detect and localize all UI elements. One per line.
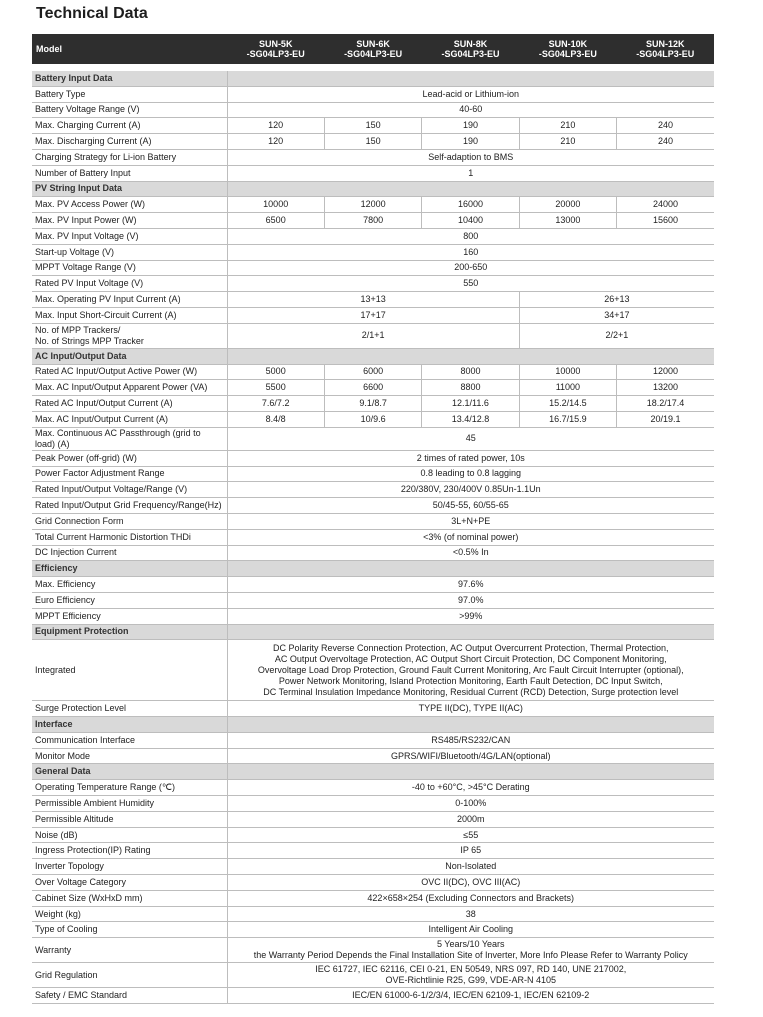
value-cell: 15.2/14.5 (519, 396, 616, 412)
row-label: MPPT Efficiency (32, 608, 227, 624)
table-row (32, 396, 714, 412)
value-cell: 97.0% (227, 592, 714, 608)
row-label: Rated Input/Output Voltage/Range (V) (32, 482, 227, 498)
value-cell: 8800 (422, 380, 519, 396)
value-cell: 0.8 leading to 0.8 lagging (227, 466, 714, 482)
value-cell: 240 (617, 134, 714, 150)
row-label: Rated PV Input Voltage (V) (32, 276, 227, 292)
value-cell: OVC II(DC), OVC III(AC) (227, 875, 714, 891)
table-row (32, 780, 714, 796)
table-row (32, 859, 714, 875)
section-title: Battery Input Data (32, 71, 227, 86)
value-cell: IP 65 (227, 843, 714, 859)
value-cell: 120 (227, 118, 324, 134)
row-label: Grid Connection Form (32, 513, 227, 529)
value-cell: 2 times of rated power, 10s (227, 450, 714, 466)
value-cell: 8.4/8 (227, 411, 324, 427)
table-row (32, 149, 714, 165)
value-cell: 97.6% (227, 577, 714, 593)
value-cell: 10000 (227, 197, 324, 213)
table-row (32, 411, 714, 427)
section-title: PV String Input Data (32, 181, 227, 197)
table-row (32, 827, 714, 843)
value-line: the Warranty Period Depends the Final Installation Site of Inverter, More Info Please Refer to Warranty Policy (253, 950, 688, 961)
model-name: SUN-6K (356, 39, 390, 49)
row-label: Operating Temperature Range (℃) (32, 780, 227, 796)
row-label: Max. Efficiency (32, 577, 227, 593)
table-header-row (32, 34, 714, 64)
value-cell: 1 (227, 165, 714, 181)
value-cell: 16000 (422, 197, 519, 213)
value-cell: 0-100% (227, 796, 714, 812)
value-cell: >99% (227, 608, 714, 624)
model-suffix: -SG04LP3-EU (344, 49, 403, 59)
section-header-row (32, 764, 714, 780)
value-cell: 50/45-55, 60/55-65 (227, 498, 714, 514)
table-row (32, 890, 714, 906)
value-line: Overvoltage Load Drop Protection, Ground Fault Current Monitoring, Arc Fault Circuit Interrupter (optional), (257, 664, 684, 675)
value-line: OVE-Richtlinie R25, G99, VDE-AR-N 4105 (385, 975, 557, 986)
model-suffix: -SG04LP3-EU (246, 49, 305, 59)
section-fill (227, 764, 714, 780)
table-row (32, 796, 714, 812)
model-suffix: -SG04LP3-EU (636, 49, 695, 59)
row-label: DC Injection Current (32, 545, 227, 561)
table-row (32, 102, 714, 118)
model-col-header (227, 34, 324, 64)
table-row (32, 843, 714, 859)
value-cell: 800 (227, 228, 714, 244)
model-suffix: -SG04LP3-EU (538, 49, 597, 59)
row-label-line: No. of MPP Trackers/ (35, 324, 121, 335)
value-cell: 7.6/7.2 (227, 396, 324, 412)
table-row (32, 197, 714, 213)
value-cell (227, 963, 714, 988)
value-cell: 190 (422, 134, 519, 150)
row-label: Max. AC Input/Output Current (A) (32, 411, 227, 427)
value-cell: 422×658×254 (Excluding Connectors and Brackets) (227, 890, 714, 906)
value-cell: Intelligent Air Cooling (227, 922, 714, 938)
row-label: Grid Regulation (32, 963, 227, 988)
spec-body (32, 71, 714, 1004)
value-line: DC Polarity Reverse Connection Protection, AC Output Overcurrent Protection, Thermal Protection, (272, 642, 669, 653)
table-row (32, 466, 714, 482)
value-cell: 20/19.1 (617, 411, 714, 427)
value-cell: <0.5% In (227, 545, 714, 561)
value-cell: 45 (227, 427, 714, 450)
row-label: Number of Battery Input (32, 165, 227, 181)
value-line: IEC 61727, IEC 62116, CEI 0-21, EN 50549, NRS 097, RD 140, UNE 217002, (315, 964, 627, 975)
table-row (32, 450, 714, 466)
value-cell: 6000 (324, 364, 421, 380)
table-row (32, 811, 714, 827)
value-cell: 26+13 (519, 292, 714, 308)
value-cell: 5500 (227, 380, 324, 396)
section-header-row (32, 624, 714, 640)
section-title: AC Input/Output Data (32, 348, 227, 364)
section-header-row (32, 561, 714, 577)
section-fill (227, 624, 714, 640)
section-header-row (32, 717, 714, 733)
table-row (32, 244, 714, 260)
value-cell: 550 (227, 276, 714, 292)
row-label: Start-up Voltage (V) (32, 244, 227, 260)
row-label: Max. PV Access Power (W) (32, 197, 227, 213)
table-row (32, 608, 714, 624)
value-cell: 34+17 (519, 307, 714, 323)
section-fill (227, 348, 714, 364)
header-spacer (32, 64, 714, 71)
section-fill (227, 71, 714, 86)
value-cell: 12.1/11.6 (422, 396, 519, 412)
row-label: Inverter Topology (32, 859, 227, 875)
value-cell: 150 (324, 118, 421, 134)
row-label: Warranty (32, 938, 227, 963)
value-cell: 240 (617, 118, 714, 134)
table-row (32, 906, 714, 922)
model-name: SUN-10K (548, 39, 588, 49)
value-cell: Non-Isolated (227, 859, 714, 875)
section-fill (227, 717, 714, 733)
row-label: Permissible Ambient Humidity (32, 796, 227, 812)
row-label: Rated Input/Output Grid Frequency/Range(Hz) (32, 498, 227, 514)
value-cell: Self-adaption to BMS (227, 149, 714, 165)
model-col-header (617, 34, 714, 64)
row-label: Rated AC Input/Output Active Power (W) (32, 364, 227, 380)
table-row (32, 260, 714, 276)
row-label: Integrated (32, 640, 227, 701)
table-row (32, 988, 714, 1004)
row-label: Max. Input Short-Circuit Current (A) (32, 307, 227, 323)
section-fill (227, 561, 714, 577)
section-fill (227, 181, 714, 197)
row-label: Battery Voltage Range (V) (32, 102, 227, 118)
row-label (32, 323, 227, 348)
row-label: Total Current Harmonic Distortion THDi (32, 529, 227, 545)
value-cell: 2/1+1 (227, 323, 519, 348)
value-cell: 200-650 (227, 260, 714, 276)
value-line: AC Output Overvoltage Protection, AC Output Short Circuit Protection, DC Component Monitoring, (274, 653, 667, 664)
value-line: 5 Years/10 Years (436, 939, 505, 950)
value-cell: 12000 (324, 197, 421, 213)
row-label: Ingress Protection(IP) Rating (32, 843, 227, 859)
value-cell: 13200 (617, 380, 714, 396)
table-row (32, 701, 714, 717)
value-cell: Lead-acid or Lithium-ion (227, 86, 714, 102)
row-label: Type of Cooling (32, 922, 227, 938)
model-col-header (324, 34, 421, 64)
value-cell: 8000 (422, 364, 519, 380)
value-line: DC Terminal Insulation Impedance Monitoring, Residual Current (RCD) Detection, Surge protection level (263, 686, 679, 697)
row-label: Communication Interface (32, 732, 227, 748)
model-name: SUN-5K (258, 39, 293, 49)
value-cell: -40 to +60°C, >45°C Derating (227, 780, 714, 796)
value-cell: 220/380V, 230/400V 0.85Un-1.1Un (227, 482, 714, 498)
table-row (32, 86, 714, 102)
table-row (32, 640, 714, 701)
model-name: SUN-8K (453, 39, 488, 49)
table-row (32, 427, 714, 450)
row-label: Battery Type (32, 86, 227, 102)
row-label: Max. PV Input Voltage (V) (32, 228, 227, 244)
table-row (32, 292, 714, 308)
table-row (32, 118, 714, 134)
table-row (32, 364, 714, 380)
table-row (32, 307, 714, 323)
row-label: Surge Protection Level (32, 701, 227, 717)
table-row (32, 748, 714, 764)
value-cell: 24000 (617, 197, 714, 213)
table-row (32, 276, 714, 292)
row-label: Max. Discharging Current (A) (32, 134, 227, 150)
table-row (32, 592, 714, 608)
row-label: Noise (dB) (32, 827, 227, 843)
table-row (32, 545, 714, 561)
value-cell: 7800 (324, 213, 421, 229)
section-header-row (32, 71, 714, 86)
page-title: Technical Data (36, 5, 148, 22)
value-cell: 18.2/17.4 (617, 396, 714, 412)
value-cell: 6500 (227, 213, 324, 229)
row-label: Safety / EMC Standard (32, 988, 227, 1004)
value-cell (227, 640, 714, 701)
section-title: Efficiency (32, 561, 227, 577)
value-cell: 13.4/12.8 (422, 411, 519, 427)
value-cell (227, 938, 714, 963)
section-header-row (32, 181, 714, 197)
row-label-line: No. of Strings MPP Tracker (35, 335, 144, 346)
value-cell: 150 (324, 134, 421, 150)
value-cell: RS485/RS232/CAN (227, 732, 714, 748)
table-row (32, 513, 714, 529)
value-cell: <3% (of nominal power) (227, 529, 714, 545)
row-label: Rated AC Input/Output Current (A) (32, 396, 227, 412)
table-row (32, 963, 714, 988)
value-cell: 16.7/15.9 (519, 411, 616, 427)
value-cell: 13+13 (227, 292, 519, 308)
value-cell: 210 (519, 118, 616, 134)
value-cell: 40-60 (227, 102, 714, 118)
model-col-header (422, 34, 519, 64)
value-line: Power Network Monitoring, Island Protection Monitoring, Earth Fault Detection, DC Input Switch, (278, 675, 663, 686)
row-label: Cabinet Size (WxHxD mm) (32, 890, 227, 906)
spacer-cell (32, 64, 714, 71)
technical-data-table (32, 34, 714, 1004)
table-row (32, 134, 714, 150)
row-label: Max. Continuous AC Passthrough (grid to load) (A) (32, 427, 227, 450)
value-cell: 3L+N+PE (227, 513, 714, 529)
model-header: Model (32, 34, 227, 64)
value-cell: 5000 (227, 364, 324, 380)
value-cell: 10400 (422, 213, 519, 229)
value-cell: 11000 (519, 380, 616, 396)
value-cell: 120 (227, 134, 324, 150)
row-label: Max. PV Input Power (W) (32, 213, 227, 229)
row-label: Euro Efficiency (32, 592, 227, 608)
table-row (32, 498, 714, 514)
model-suffix: -SG04LP3-EU (441, 49, 500, 59)
value-cell: 15600 (617, 213, 714, 229)
value-cell: 190 (422, 118, 519, 134)
table-row (32, 228, 714, 244)
value-cell: 12000 (617, 364, 714, 380)
value-cell: 13000 (519, 213, 616, 229)
value-cell: ≤55 (227, 827, 714, 843)
value-cell: 6600 (324, 380, 421, 396)
row-label: MPPT Voltage Range (V) (32, 260, 227, 276)
value-cell: 9.1/8.7 (324, 396, 421, 412)
table-row (32, 165, 714, 181)
value-cell: 2/2+1 (519, 323, 714, 348)
row-label: Permissible Altitude (32, 811, 227, 827)
table-row (32, 732, 714, 748)
row-label: Weight (kg) (32, 906, 227, 922)
table-row (32, 922, 714, 938)
table-row (32, 482, 714, 498)
value-cell: 17+17 (227, 307, 519, 323)
row-label: Charging Strategy for Li-ion Battery (32, 149, 227, 165)
row-label: Power Factor Adjustment Range (32, 466, 227, 482)
model-col-header (519, 34, 616, 64)
section-header-row (32, 348, 714, 364)
table-row (32, 323, 714, 348)
section-title: Interface (32, 717, 227, 733)
row-label: Max. Charging Current (A) (32, 118, 227, 134)
value-cell: 20000 (519, 197, 616, 213)
section-title: Equipment Protection (32, 624, 227, 640)
value-cell: TYPE II(DC), TYPE II(AC) (227, 701, 714, 717)
table-row (32, 577, 714, 593)
table-row (32, 529, 714, 545)
table-row (32, 213, 714, 229)
value-cell: 2000m (227, 811, 714, 827)
row-label: Over Voltage Category (32, 875, 227, 891)
value-cell: 210 (519, 134, 616, 150)
value-cell: 38 (227, 906, 714, 922)
row-label: Max. AC Input/Output Apparent Power (VA) (32, 380, 227, 396)
row-label: Max. Operating PV Input Current (A) (32, 292, 227, 308)
table-row (32, 875, 714, 891)
value-cell: 10/9.6 (324, 411, 421, 427)
value-cell: GPRS/WIFI/Bluetooth/4G/LAN(optional) (227, 748, 714, 764)
table-row (32, 938, 714, 963)
value-cell: IEC/EN 61000-6-1/2/3/4, IEC/EN 62109-1, IEC/EN 62109-2 (227, 988, 714, 1004)
section-title: General Data (32, 764, 227, 780)
row-label: Monitor Mode (32, 748, 227, 764)
table-row (32, 380, 714, 396)
value-cell: 10000 (519, 364, 616, 380)
model-name: SUN-12K (646, 39, 685, 49)
row-label: Peak Power (off-grid) (W) (32, 450, 227, 466)
value-cell: 160 (227, 244, 714, 260)
